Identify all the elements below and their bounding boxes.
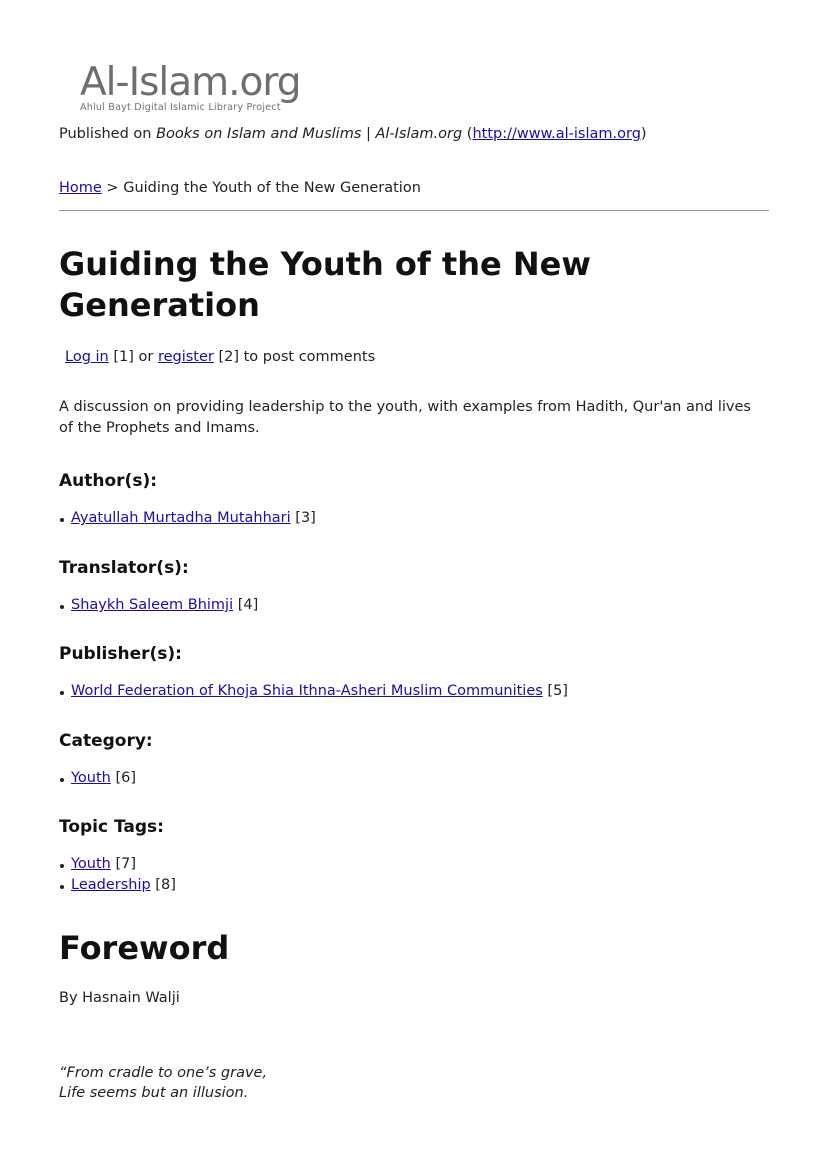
logo-tagline: Ahlul Bayt Digital Islamic Library Project (80, 102, 281, 113)
topic-tag-link[interactable]: Leadership (71, 877, 151, 893)
list-item (59, 681, 568, 702)
topic-tag-link[interactable]: Youth (71, 856, 111, 872)
login-ref: [1] or (108, 349, 158, 365)
list-item (59, 854, 176, 875)
translator-link[interactable]: Shaykh Saleem Bhimji (71, 597, 234, 613)
publishers-list (59, 681, 568, 702)
topic-tags-heading: Topic Tags: (59, 817, 164, 837)
breadcrumb (59, 178, 421, 198)
opening-quote (59, 1063, 267, 1103)
published-site-name: Books on Islam and Muslims | Al-Islam.org (156, 126, 463, 142)
list-item (59, 508, 316, 529)
book-description: A discussion on providing leadership to the youth, with examples from Hadith, Qur'an and lives of the Prophets and Imams. (59, 399, 751, 436)
translators-heading: Translator(s): (59, 558, 189, 578)
topic-tag-ref: [8] (150, 877, 176, 893)
breadcrumb-separator: > (101, 180, 124, 196)
author-ref: [3] (290, 510, 316, 526)
site-url-link[interactable]: http://www.al-islam.org (472, 126, 641, 142)
logo-wordmark: Al-Islam.org (80, 60, 301, 105)
list-item (59, 875, 176, 896)
publishers-heading: Publisher(s): (59, 644, 182, 664)
header-divider (59, 210, 769, 211)
list-item (59, 768, 136, 789)
register-link[interactable]: register (157, 349, 214, 365)
quote-line: “From cradle to one’s grave, (59, 1065, 268, 1081)
breadcrumb-current: Guiding the Youth of the New Generation (123, 180, 421, 196)
login-link[interactable]: Log in (65, 349, 109, 365)
category-ref: [6] (110, 770, 137, 786)
published-prefix: Published on (59, 126, 157, 142)
publisher-ref: [5] (542, 683, 568, 699)
quote-line: Life seems but an illusion. (59, 1085, 249, 1101)
page-title: Guiding the Youth of the New Generation (59, 245, 591, 324)
published-open-paren: ( (462, 126, 473, 142)
authors-list (59, 508, 316, 529)
published-on-line (59, 124, 647, 144)
register-ref: [2] to post comments (213, 349, 376, 365)
list-item (59, 595, 258, 616)
publisher-link[interactable]: World Federation of Khoja Shia Ithna-Asheri Muslim Communities (71, 683, 543, 699)
site-logo[interactable] (80, 60, 312, 118)
authors-heading: Author(s): (59, 471, 158, 491)
login-prompt (65, 347, 375, 367)
category-link[interactable]: Youth (71, 770, 111, 786)
translators-list (59, 595, 258, 616)
translator-ref: [4] (233, 597, 259, 613)
author-link[interactable]: Ayatullah Murtadha Mutahhari (71, 510, 291, 526)
category-heading: Category: (59, 731, 153, 751)
breadcrumb-home-link[interactable]: Home (59, 180, 102, 196)
foreword-heading: Foreword (59, 929, 230, 967)
topic-tags-list (59, 854, 176, 896)
topic-tag-ref: [7] (110, 856, 137, 872)
published-close-paren: ) (640, 126, 647, 142)
foreword-byline: By Hasnain Walji (59, 990, 180, 1006)
category-list (59, 768, 136, 789)
